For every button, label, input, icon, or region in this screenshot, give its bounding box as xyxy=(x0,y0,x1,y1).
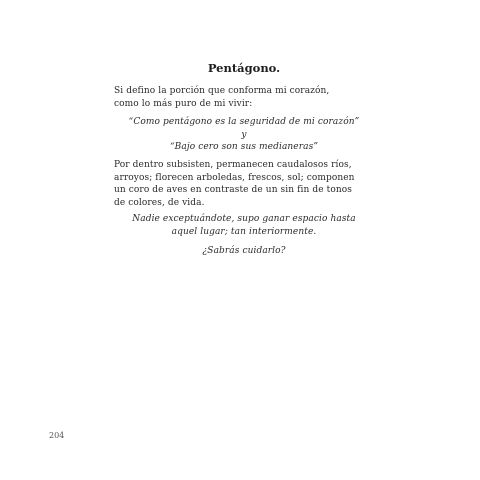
page-number: 204 xyxy=(49,431,65,440)
body-line-4: de colores, de vida. xyxy=(114,197,205,208)
quote-line-2: “Bajo cero son sus medianeras” xyxy=(169,142,319,152)
opening-paragraph xyxy=(114,85,374,110)
closing-question: ¿Sabrás cuidarlo? xyxy=(202,246,286,256)
body-line-1: Por dentro subsisten, permanecen caudalosos ríos, xyxy=(114,160,352,170)
quote-connector: y xyxy=(241,129,247,140)
opening-line-2: como lo más puro de mi vivir: xyxy=(114,98,253,109)
body-line-3: un coro de aves en contraste de un sin fin de tonos xyxy=(114,185,352,195)
opening-line-1: Si defino la porción que conforma mi corazón, xyxy=(114,86,330,96)
italic-line-1: Nadie exceptuándote, supo ganar espacio hasta xyxy=(132,214,356,224)
italic-paragraph xyxy=(114,213,374,238)
body-paragraph xyxy=(114,159,374,209)
body-line-2: arroyos; florecen arboledas, frescos, sol; componen xyxy=(114,172,355,183)
italic-line-2: aquel lugar; tan interiormente. xyxy=(171,226,317,237)
quote-line-1: “Como pentágono es la seguridad de mi corazón” xyxy=(128,117,360,127)
quote-block xyxy=(114,116,374,154)
poem-title: Pentágono. xyxy=(207,61,281,75)
